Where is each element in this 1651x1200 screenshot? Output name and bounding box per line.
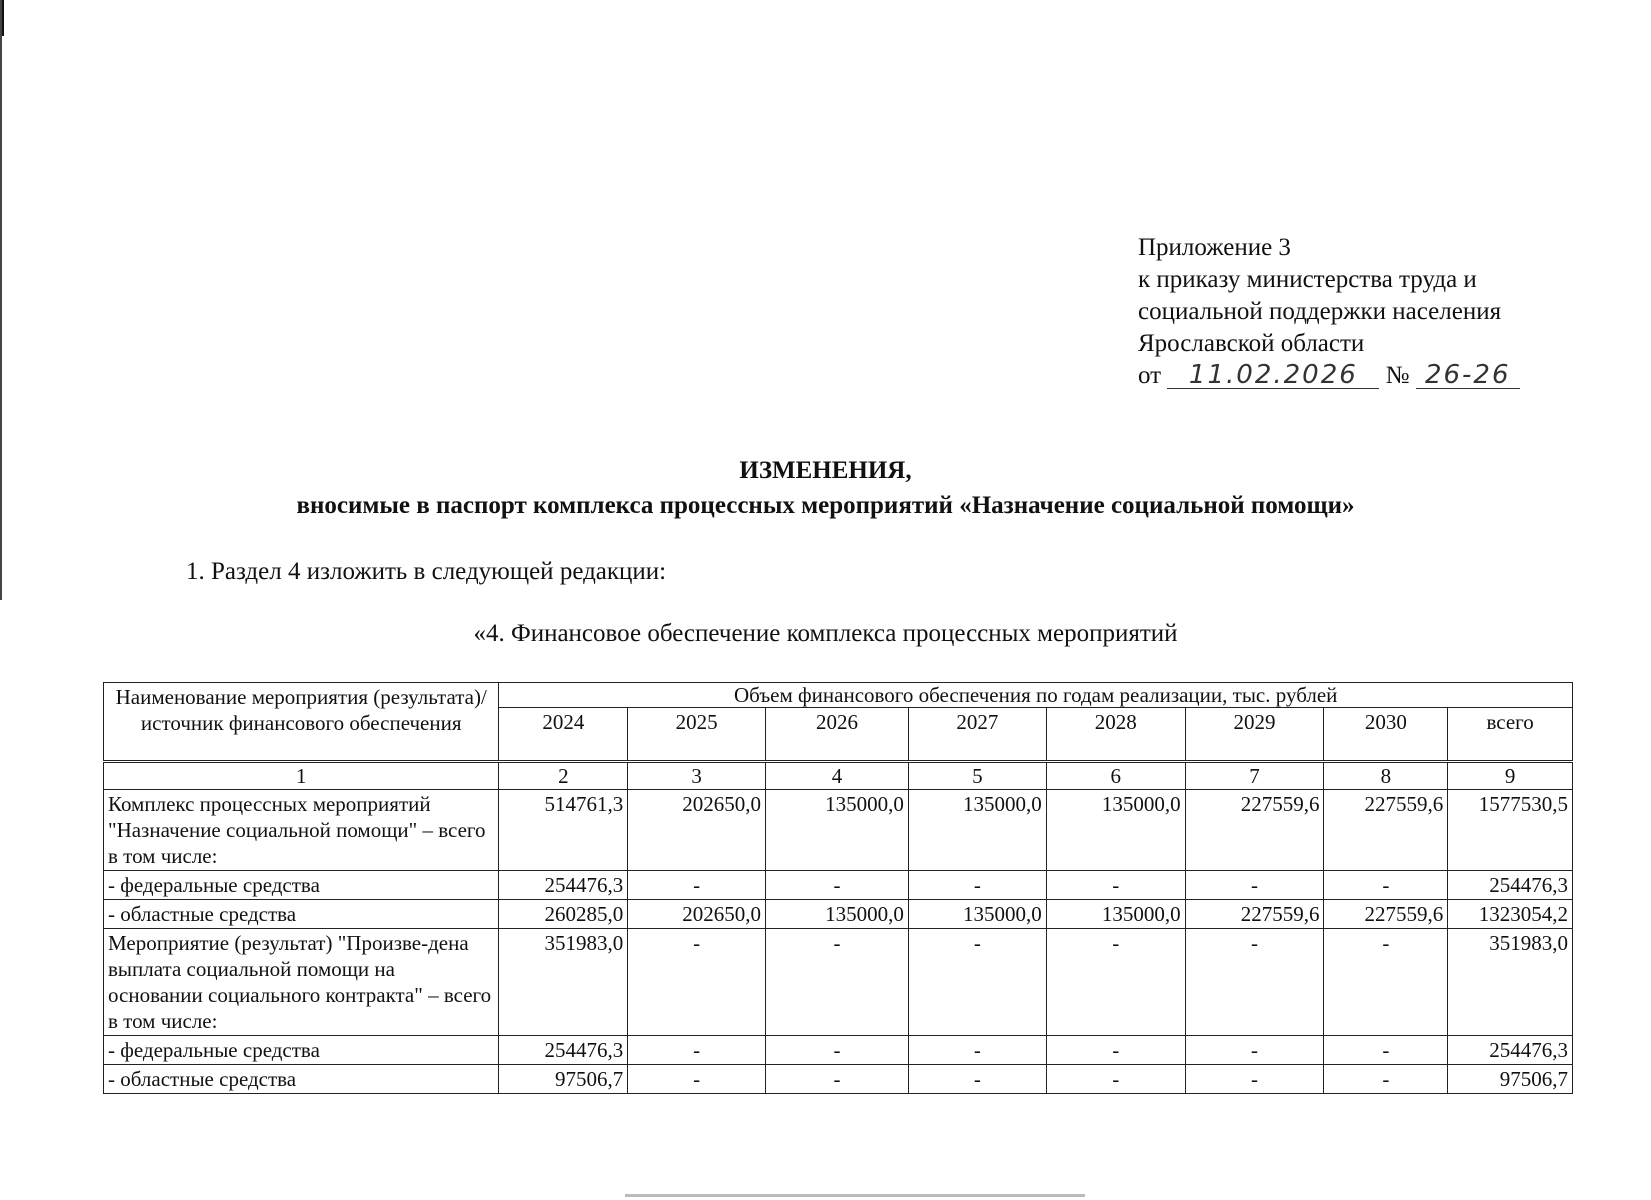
value-cell: 254476,3 xyxy=(499,871,628,900)
column-index-cell: 3 xyxy=(628,762,766,790)
document-title: ИЗМЕНЕНИЯ, xyxy=(739,457,912,484)
value-cell: 135000,0 xyxy=(1046,790,1185,871)
appendix-block xyxy=(1138,232,1520,392)
column-index-row xyxy=(104,762,1573,790)
value-cell: - xyxy=(628,871,766,900)
value-cell: - xyxy=(1324,929,1448,1036)
value-cell: 227559,6 xyxy=(1185,900,1324,929)
number-label: № xyxy=(1385,362,1410,389)
row-name-cell: - областные средства xyxy=(104,1065,499,1094)
column-index-cell: 6 xyxy=(1046,762,1185,790)
handwritten-number: 26-26 xyxy=(1416,362,1520,389)
value-cell: - xyxy=(628,1065,766,1094)
value-cell: 1577530,5 xyxy=(1448,790,1573,871)
header-row xyxy=(104,683,1573,708)
column-index-cell: 7 xyxy=(1185,762,1324,790)
column-index-cell: 8 xyxy=(1324,762,1448,790)
value-cell: 135000,0 xyxy=(908,900,1046,929)
value-cell: 135000,0 xyxy=(908,790,1046,871)
value-cell: 254476,3 xyxy=(1448,871,1573,900)
row-name-cell: Комплекс процессных мероприятий "Назначение социальной помощи" – всего в том числе: xyxy=(104,790,499,871)
value-cell: 135000,0 xyxy=(1046,900,1185,929)
value-cell: - xyxy=(1185,871,1324,900)
handwritten-date: 11.02.2026 xyxy=(1167,362,1379,389)
value-cell: - xyxy=(1324,1036,1448,1065)
clause-text: 1. Раздел 4 изложить в следующей редакции: xyxy=(186,558,667,585)
appendix-line-2: к приказу министерства труда и xyxy=(1138,266,1477,293)
value-cell: - xyxy=(766,1065,909,1094)
value-cell: - xyxy=(628,929,766,1036)
row-name-cell: - областные средства xyxy=(104,900,499,929)
value-cell: - xyxy=(1185,1036,1324,1065)
document-subtitle: вносимые в паспорт комплекса процессных мероприятий «Назначение социальной помощи» xyxy=(296,492,1355,519)
value-cell: 351983,0 xyxy=(499,929,628,1036)
column-index-cell: 2 xyxy=(499,762,628,790)
value-cell: 1323054,2 xyxy=(1448,900,1573,929)
header-year-cell: 2029 xyxy=(1185,708,1324,762)
value-cell: - xyxy=(766,871,909,900)
column-index-cell: 9 xyxy=(1448,762,1573,790)
value-cell: - xyxy=(1046,929,1185,1036)
scan-footer-line xyxy=(625,1194,1085,1197)
value-cell: - xyxy=(908,871,1046,900)
header-year-cell: 2026 xyxy=(766,708,909,762)
row-name-cell: - федеральные средства xyxy=(104,1036,499,1065)
table-row xyxy=(104,1065,1573,1094)
value-cell: 254476,3 xyxy=(1448,1036,1573,1065)
value-cell: - xyxy=(908,1065,1046,1094)
column-index-cell: 1 xyxy=(104,762,499,790)
appendix-line-4: Ярославской области xyxy=(1138,330,1365,357)
table-row xyxy=(104,929,1573,1036)
header-name-cell: Наименование мероприятия (результата)/ источник финансового обеспечения xyxy=(104,683,499,762)
column-index-cell: 5 xyxy=(908,762,1046,790)
table-row xyxy=(104,1036,1573,1065)
value-cell: 351983,0 xyxy=(1448,929,1573,1036)
section-title: «4. Финансовое обеспечение комплекса процессных мероприятий xyxy=(473,620,1178,647)
value-cell: - xyxy=(1046,871,1185,900)
value-cell: - xyxy=(1324,871,1448,900)
value-cell: - xyxy=(1185,929,1324,1036)
value-cell: - xyxy=(628,1036,766,1065)
value-cell: 97506,7 xyxy=(1448,1065,1573,1094)
value-cell: 202650,0 xyxy=(628,790,766,871)
value-cell: - xyxy=(1046,1036,1185,1065)
value-cell: 202650,0 xyxy=(628,900,766,929)
financing-table xyxy=(103,682,1573,1094)
header-group-cell: Объем финансового обеспечения по годам реализации, тыс. рублей xyxy=(499,683,1573,708)
value-cell: 227559,6 xyxy=(1324,900,1448,929)
value-cell: 227559,6 xyxy=(1185,790,1324,871)
value-cell: 97506,7 xyxy=(499,1065,628,1094)
table-row xyxy=(104,900,1573,929)
table-row xyxy=(104,790,1573,871)
header-year-cell: всего xyxy=(1448,708,1573,762)
value-cell: - xyxy=(908,1036,1046,1065)
header-year-cell: 2025 xyxy=(628,708,766,762)
value-cell: - xyxy=(1185,1065,1324,1094)
row-name-cell: Мероприятие (результат) "Произве-дена выплата социальной помощи на основании социального контракта" – всего в том числе: xyxy=(104,929,499,1036)
value-cell: - xyxy=(1046,1065,1185,1094)
value-cell: 227559,6 xyxy=(1324,790,1448,871)
column-index-cell: 4 xyxy=(766,762,909,790)
value-cell: 135000,0 xyxy=(766,900,909,929)
value-cell: 514761,3 xyxy=(499,790,628,871)
value-cell: - xyxy=(766,1036,909,1065)
financing-table-body xyxy=(104,683,1573,1094)
from-label: от xyxy=(1138,362,1162,389)
header-year-cell: 2027 xyxy=(908,708,1046,762)
value-cell: 260285,0 xyxy=(499,900,628,929)
table-row xyxy=(104,871,1573,900)
appendix-line-3: социальной поддержки населения xyxy=(1138,298,1502,325)
value-cell: 254476,3 xyxy=(499,1036,628,1065)
header-year-cell: 2028 xyxy=(1046,708,1185,762)
value-cell: - xyxy=(766,929,909,1036)
value-cell: 135000,0 xyxy=(766,790,909,871)
appendix-line-1: Приложение 3 xyxy=(1138,234,1291,261)
row-name-cell: - федеральные средства xyxy=(104,871,499,900)
order-reference-line xyxy=(1138,360,1520,392)
value-cell: - xyxy=(908,929,1046,1036)
header-year-cell: 2024 xyxy=(499,708,628,762)
header-year-cell: 2030 xyxy=(1324,708,1448,762)
value-cell: - xyxy=(1324,1065,1448,1094)
